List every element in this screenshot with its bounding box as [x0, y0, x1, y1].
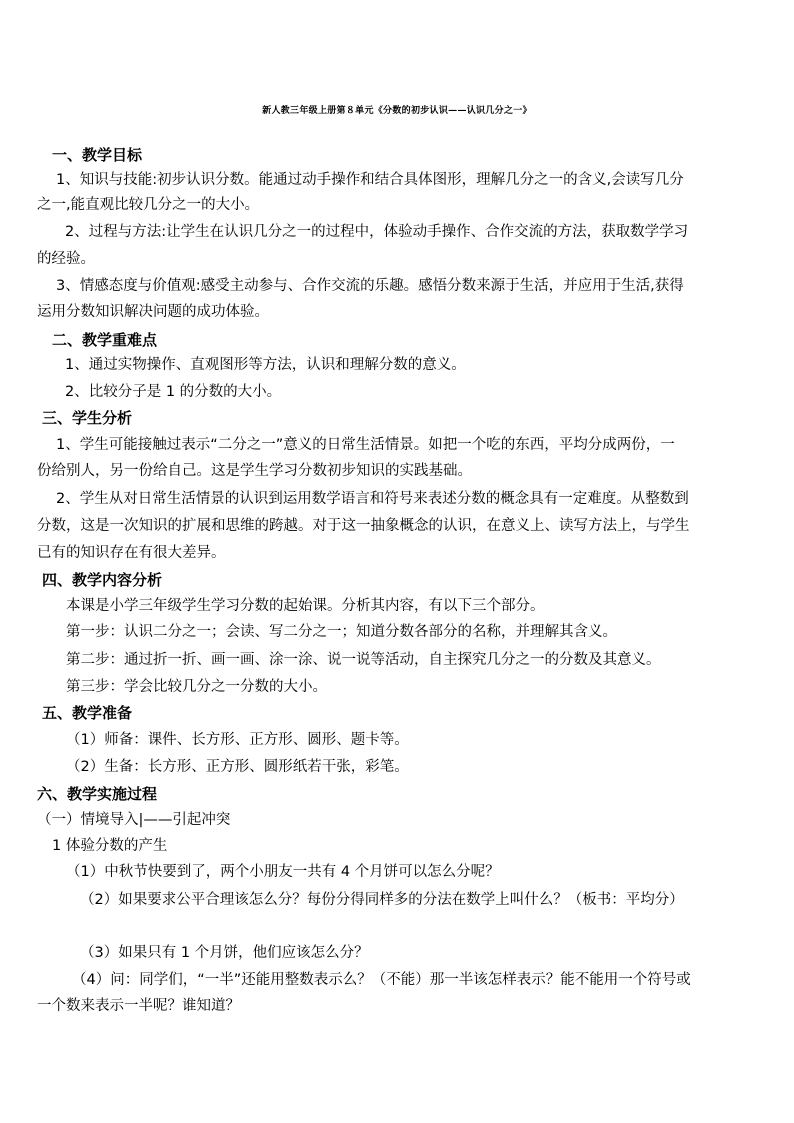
key-point-1: 1、通过实物操作、直观图形等方法，认识和理解分数的意义。 [65, 357, 466, 373]
process-question-1: （1）中秋节快要到了，两个小朋友一共有 4 个月饼可以怎么分呢？ [66, 864, 500, 880]
student-1-line-1: 1、学生可能接触过表示“二分之一”意义的日常生活情景。如把一个吃的东西，平均分成两份，一 [56, 437, 675, 453]
goal-1-line-2: 之一,能直观比较几分之一的大小。 [37, 197, 260, 213]
goal-2-line-1: 2、过程与方法:让学生在认识几分之一的过程中，体验动手操作、合作交流的方法，获取数学学习 [65, 224, 689, 240]
content-step-3: 第三步：学会比较几分之一分数的大小。 [66, 679, 327, 695]
goal-3-line-1: 3、情感态度与价值观:感受主动参与、合作交流的乐趣。感悟分数来源于生活，并应用于生活,获得 [56, 278, 684, 294]
process-subheading-1: （一）情境导入|——引起冲突 [37, 812, 231, 828]
student-2-line-3: 已有的知识存在有很大差异。 [37, 545, 226, 561]
process-subheading-2: 1 体验分数的产生 [52, 838, 168, 854]
process-question-4-line-2: 一个数来表示一半呢？谁知道？ [37, 998, 240, 1014]
prep-students: （2）生备：长方形、正方形、圆形纸若干张，彩笔。 [66, 759, 409, 775]
heading-key-points: 二、教学重难点 [52, 331, 158, 349]
key-point-2: 2、比较分子是 1 的分数的大小。 [65, 384, 282, 400]
prep-teacher: （1）师备：课件、长方形、正方形、圆形、题卡等。 [66, 732, 409, 748]
student-1-line-2: 份给别人，另一份给自己。这是学生学习分数初步知识的实践基础。 [37, 463, 472, 479]
content-step-2: 第二步：通过折一折、画一画、涂一涂、说一说等活动，自主探究几分之一的分数及其意义。 [66, 652, 661, 668]
heading-student-analysis: 三、学生分析 [42, 409, 133, 427]
process-question-3: （3）如果只有 1 个月饼，他们应该怎么分？ [80, 945, 369, 961]
heading-preparation: 五、教学准备 [42, 704, 133, 722]
goal-1-line-1: 1、知识与技能:初步认识分数。能通过动手操作和结合具体图形，理解几分之一的含义,会读写几分 [56, 172, 684, 188]
student-2-line-2: 分数，这是一次知识的扩展和思维的跨越。对于这一抽象概念的认识，在意义上、读写方法上，与学生 [37, 518, 690, 534]
student-2-line-1: 2、学生从对日常生活情景的认识到运用数学语言和符号来表述分数的概念具有一定难度。从整数到 [56, 491, 689, 507]
content-intro: 本课是小学三年级学生学习分数的起始课。分析其内容，有以下三个部分。 [66, 598, 545, 614]
heading-content-analysis: 四、教学内容分析 [42, 571, 163, 589]
process-question-4-line-1: （4）问：同学们，“一半”还能用整数表示么？（不能）那一半该怎样表示？能不能用一个符号或 [72, 972, 691, 988]
heading-teaching-goals: 一、教学目标 [52, 146, 143, 164]
process-question-2: （2）如果要求公平合理该怎么分？每份分得同样多的分法在数学上叫什么？（板书：平均分） [80, 892, 684, 908]
goal-2-line-2: 的经验。 [37, 251, 95, 267]
document-title: 新人教三年级上册第８单元《分数的初步认识——认识几分之一》 [262, 106, 532, 116]
content-step-1: 第一步：认识二分之一；会读、写二分之一；知道分数各部分的名称，并理解其含义。 [66, 624, 617, 640]
goal-3-line-2: 运用分数知识解决问题的成功体验。 [37, 304, 269, 320]
heading-process: 六、教学实施过程 [37, 785, 158, 803]
